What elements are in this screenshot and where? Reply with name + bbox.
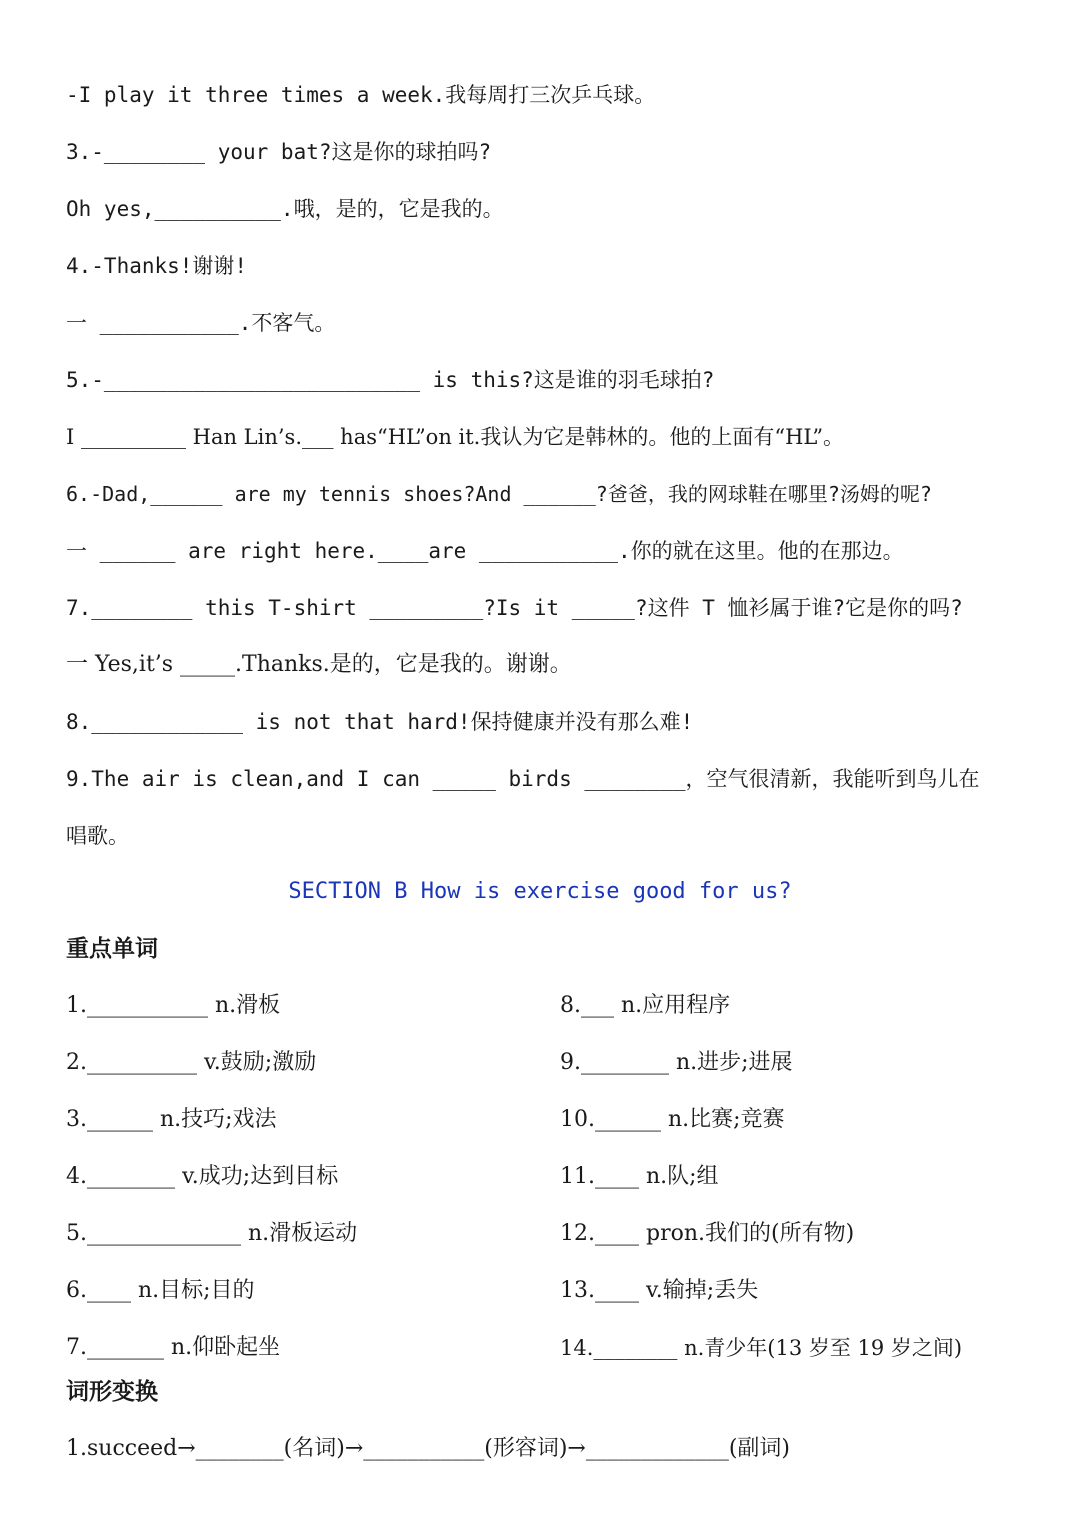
vocab-item-8: 8.___ n.应用程序: [560, 993, 731, 1018]
dialogue-line-8: 6.-Dad,______ are my tennis shoes?And ______?爸爸，我的网球鞋在哪里?汤姆的呢?: [66, 482, 932, 506]
dialogue-line-3: Oh yes,__________.哦，是的，它是我的。: [66, 197, 504, 221]
dialogue-line-10: 7.________ this T-shirt _________?Is it _____?这件 T 恤衫属于谁?它是你的吗?: [66, 596, 963, 620]
vocab-item-13: 13.____ v.输掉;丢失: [560, 1278, 759, 1303]
dialogue-line-4: 4.-Thanks!谢谢!: [66, 254, 248, 278]
dialogue-line-1: -I play it three times a week.我每周打三次乒乓球。: [66, 83, 656, 107]
dialogue-line-11: 一 Yes,it’s _____.Thanks.是的，它是我的。谢谢。: [66, 652, 572, 677]
vocab-item-7: 7._______ n.仰卧起坐: [66, 1335, 281, 1360]
word-forms-heading: 词形变换: [66, 1379, 158, 1405]
vocab-item-14: 14.________ n.青少年(13 岁至 19 岁之间): [560, 1336, 963, 1360]
dialogue-line-5: 一 ___________.不客气。: [66, 311, 336, 335]
vocab-item-5: 5.______________ n.滑板运动: [66, 1221, 358, 1246]
dialogue-line-6: 5.-_________________________ is this?这是谁的羽毛球拍?: [66, 368, 715, 392]
vocab-item-6: 6.____ n.目标;目的: [66, 1278, 255, 1303]
dialogue-line-12: 8.____________ is not that hard!保持健康并没有那么难!: [66, 710, 694, 734]
dialogue-line-2: 3.-________ your bat?这是你的球拍吗?: [66, 140, 492, 164]
vocab-item-3: 3.______ n.技巧;戏法: [66, 1107, 277, 1132]
vocab-item-11: 11.____ n.队;组: [560, 1164, 719, 1189]
vocab-item-2: 2.__________ v.鼓励;激励: [66, 1050, 317, 1075]
dialogue-line-7: I __________ Han Lin’s.___ has“HL”on it.我认为它是韩林的。他的上面有“HL”。: [66, 425, 845, 449]
vocab-item-1: 1.___________ n.滑板: [66, 993, 281, 1018]
section-title: SECTION B How is exercise good for us?: [288, 879, 792, 904]
word-forms-line-1: 1.succeed→________(名词)→___________(形容词)→_____________(副词): [66, 1436, 791, 1461]
dialogue-line-9: 一 ______ are right here.____are ___________.你的就在这里。他的在那边。: [66, 539, 904, 563]
vocab-item-4: 4.________ v.成功;达到目标: [66, 1164, 339, 1189]
vocab-item-12: 12.____ pron.我们的(所有物): [560, 1221, 855, 1246]
vocab-item-10: 10.______ n.比赛;竞赛: [560, 1107, 785, 1132]
vocab-item-9: 9.________ n.进步;进展: [560, 1050, 793, 1075]
dialogue-line-14: 唱歌。: [66, 824, 129, 848]
dialogue-line-13: 9.The air is clean,and I can _____ birds ________，空气很清新，我能听到鸟儿在: [66, 767, 980, 791]
vocab-heading: 重点单词: [66, 936, 158, 962]
